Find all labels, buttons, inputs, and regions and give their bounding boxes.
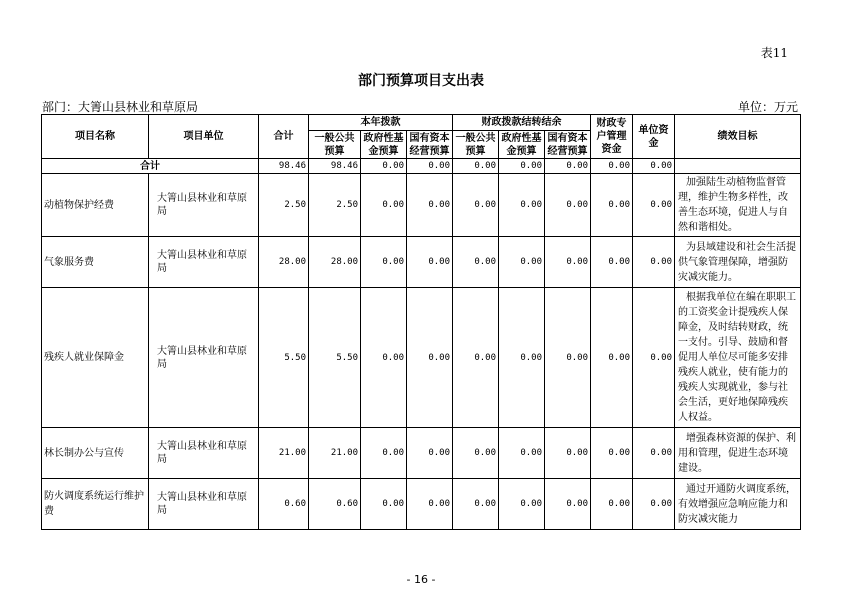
project-unit: 大箐山县林业和草原局: [149, 288, 259, 428]
total-cell: 0.00: [545, 159, 591, 174]
budget-table: [41, 114, 801, 530]
row-value: 0.00: [633, 428, 675, 479]
row-value: 0.00: [499, 237, 545, 288]
header-state-capital: 国有资本经营预算: [407, 131, 453, 159]
row-value: 0.60: [309, 479, 361, 530]
total-cell: 98.46: [309, 159, 361, 174]
row-value: 0.00: [453, 237, 499, 288]
row-value: 2.50: [259, 174, 309, 237]
project-name: 残疾人就业保障金: [42, 288, 149, 428]
row-value: 0.00: [545, 288, 591, 428]
row-value: 0.00: [361, 479, 407, 530]
row-value: 0.00: [591, 428, 633, 479]
project-name: 林长制办公与宣传: [42, 428, 149, 479]
project-unit: 大箐山县林业和草原局: [149, 428, 259, 479]
row-value: 0.00: [407, 479, 453, 530]
total-cell: 0.00: [633, 159, 675, 174]
row-value: 0.00: [633, 479, 675, 530]
header-fiscal-carry: 财政拨款结转结余: [453, 115, 591, 131]
project-name: 动植物保护经费: [42, 174, 149, 237]
header-row-1: [42, 115, 801, 131]
row-value: 0.00: [407, 174, 453, 237]
performance-goal: 为县域建设和社会生活提供气象管理保障，增强防灾减灾能力。: [675, 237, 801, 288]
unit-label: 单位：万元: [737, 100, 798, 114]
row-value: 0.00: [499, 288, 545, 428]
page-title: 部门预算项目支出表: [358, 73, 484, 89]
header-project-unit: 项目单位: [149, 115, 259, 159]
header-project-name: 项目名称: [42, 115, 149, 159]
row-value: 0.00: [545, 428, 591, 479]
row-value: 2.50: [309, 174, 361, 237]
performance-goal: 根据我单位在编在职职工的工资奖金计提残疾人保障金，及时结转财政，统一支付。引导、鼓励和督促用人单位尽可能多安排残疾人就业，使有能力的残疾人实现就业，参与社会生活，更好地保障残疾人权益。: [675, 288, 801, 428]
row-value: 5.50: [259, 288, 309, 428]
project-unit: 大箐山县林业和草原局: [149, 479, 259, 530]
performance-goal: 加强陆生动植物监督管理，维护生物多样性，改善生态环境，促进人与自然和谐相处。: [675, 174, 801, 237]
performance-goal: 通过开通防火调度系统，有效增强应急响应能力和防灾减灾能力: [675, 479, 801, 530]
total-label: 合计: [42, 159, 259, 174]
total-row: [42, 159, 801, 174]
row-value: 0.00: [633, 237, 675, 288]
header-performance: 绩效目标: [675, 115, 801, 159]
table-row: [42, 237, 801, 288]
row-value: 0.00: [361, 288, 407, 428]
row-value: 0.00: [633, 174, 675, 237]
total-cell: 98.46: [259, 159, 309, 174]
row-value: 0.00: [591, 479, 633, 530]
row-value: 0.00: [361, 237, 407, 288]
table-row: [42, 428, 801, 479]
row-value: 0.00: [545, 174, 591, 237]
row-value: 0.00: [633, 288, 675, 428]
total-cell: 0.00: [361, 159, 407, 174]
project-unit: 大箐山县林业和草原局: [149, 174, 259, 237]
row-value: 0.00: [499, 479, 545, 530]
row-value: 0.00: [545, 237, 591, 288]
header-total: 合计: [259, 115, 309, 159]
project-name: 气象服务费: [42, 237, 149, 288]
total-goal-cell: [675, 159, 801, 174]
header-carry-gov-fund: 政府性基金预算: [499, 131, 545, 159]
header-carry-general-budget: 一般公共预算: [453, 131, 499, 159]
department-label: 部门：大箐山县林业和草原局: [42, 100, 199, 114]
row-value: 21.00: [259, 428, 309, 479]
header-gov-fund: 政府性基金预算: [361, 131, 407, 159]
header-current-year: 本年拨款: [309, 115, 453, 131]
page-number: - 16 -: [406, 573, 436, 586]
header-unit-funds: 单位资金: [633, 115, 675, 159]
row-value: 0.00: [453, 428, 499, 479]
row-value: 0.00: [361, 428, 407, 479]
row-value: 0.00: [591, 174, 633, 237]
row-value: 0.00: [591, 288, 633, 428]
header-special-mgmt: 财政专户管理资金: [591, 115, 633, 159]
project-name: 防火调度系统运行维护费: [42, 479, 149, 530]
total-cell: 0.00: [453, 159, 499, 174]
total-cell: 0.00: [591, 159, 633, 174]
total-cell: 0.00: [499, 159, 545, 174]
table-number: 表11: [760, 46, 788, 60]
table-row: [42, 288, 801, 428]
header-carry-state-capital: 国有资本经营预算: [545, 131, 591, 159]
row-value: 28.00: [259, 237, 309, 288]
total-cell: 0.00: [407, 159, 453, 174]
table-row: [42, 479, 801, 530]
row-value: 28.00: [309, 237, 361, 288]
row-value: 0.00: [361, 174, 407, 237]
row-value: 0.60: [259, 479, 309, 530]
row-value: 0.00: [453, 479, 499, 530]
project-unit: 大箐山县林业和草原局: [149, 237, 259, 288]
row-value: 0.00: [545, 479, 591, 530]
row-value: 21.00: [309, 428, 361, 479]
row-value: 0.00: [407, 237, 453, 288]
row-value: 0.00: [499, 174, 545, 237]
row-value: 0.00: [499, 428, 545, 479]
row-value: 5.50: [309, 288, 361, 428]
header-general-budget: 一般公共预算: [309, 131, 361, 159]
row-value: 0.00: [591, 237, 633, 288]
table-row: [42, 174, 801, 237]
row-value: 0.00: [407, 288, 453, 428]
performance-goal: 增强森林资源的保护、利用和管理，促进生态环境建设。: [675, 428, 801, 479]
row-value: 0.00: [407, 428, 453, 479]
row-value: 0.00: [453, 288, 499, 428]
row-value: 0.00: [453, 174, 499, 237]
